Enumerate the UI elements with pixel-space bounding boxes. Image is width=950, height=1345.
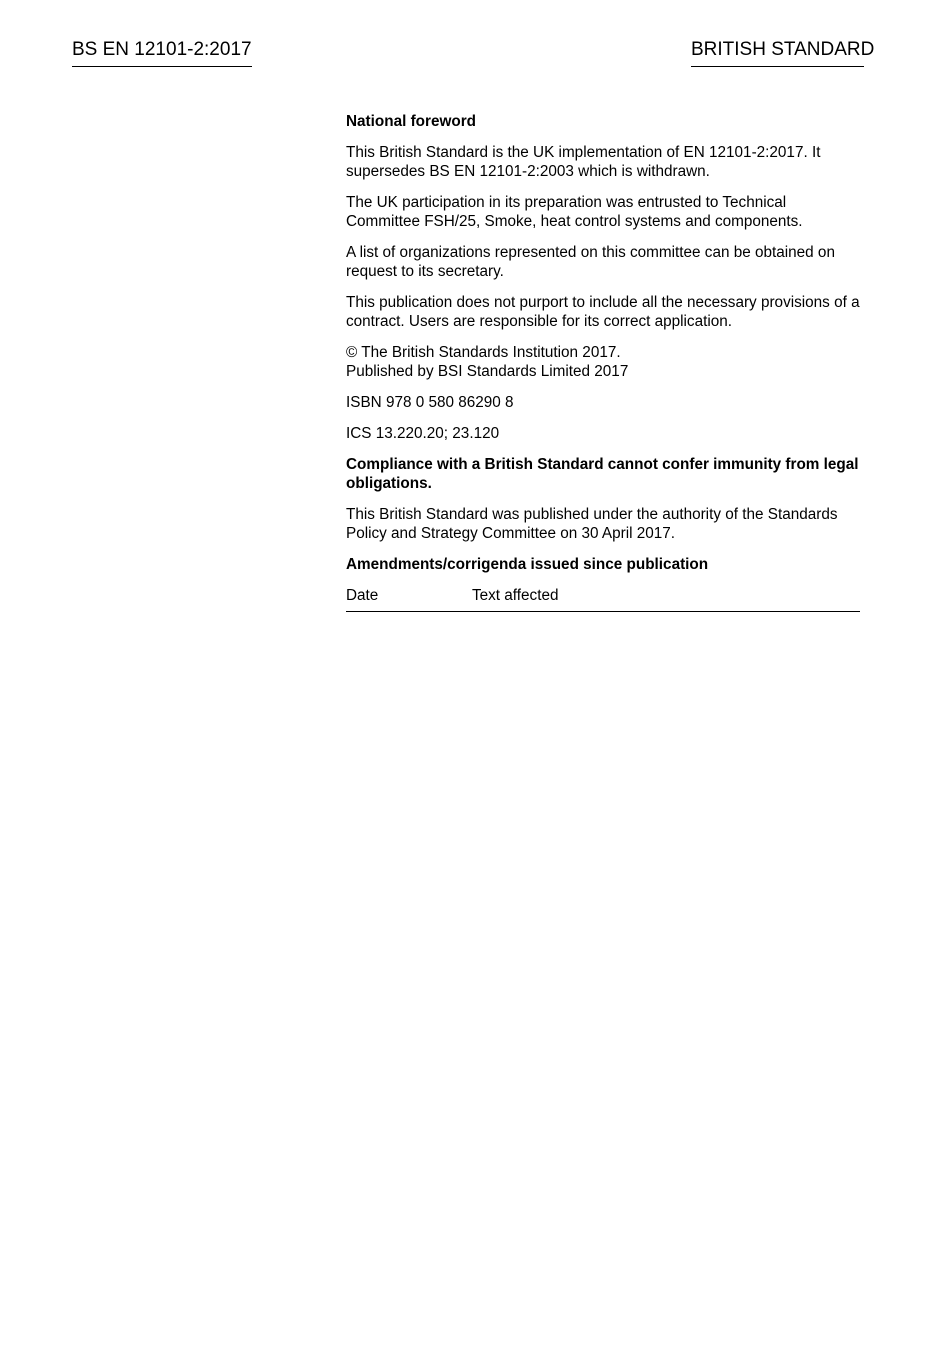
amendments-date-column-header: Date [346,587,379,604]
foreword-paragraph-organizations: A list of organizations represented on this committee can be obtained on request to its secretary. [346,244,835,280]
foreword-paragraph-participation: The UK participation in its preparation was entrusted to Technical Committee FSH/25, Smoke, heat control systems and components. [346,194,803,230]
publisher-line: Published by BSI Standards Limited 2017 [346,363,629,380]
amendments-table [346,586,860,612]
compliance-statement: Compliance with a British Standard cannot confer immunity from legal obligations. [346,456,859,492]
isbn: ISBN 978 0 580 86290 8 [346,394,514,411]
copyright-notice [346,343,860,381]
amendments-heading: Amendments/corrigenda issued since publication [346,556,709,573]
ics: ICS 13.220.20; 23.120 [346,425,500,442]
copyright-line: © The British Standards Institution 2017. [346,344,621,361]
document-type: BRITISH STANDARD [691,38,864,67]
document-id: BS EN 12101-2:2017 [72,38,252,67]
foreword-paragraph-implementation: This British Standard is the UK implementation of EN 12101-2:2017. It supersedes BS EN 12101-2:2003 which is withdrawn. [346,144,821,180]
authority-statement: This British Standard was published under the authority of the Standards Policy and Strategy Committee on 30 April 2017. [346,506,838,542]
foreword-paragraph-contract: This publication does not purport to include all the necessary provisions of a contract. Users are responsible for its correct application. [346,294,860,330]
amendments-text-column-header: Text affected [472,587,559,604]
national-foreword [346,112,860,612]
foreword-heading: National foreword [346,113,477,130]
